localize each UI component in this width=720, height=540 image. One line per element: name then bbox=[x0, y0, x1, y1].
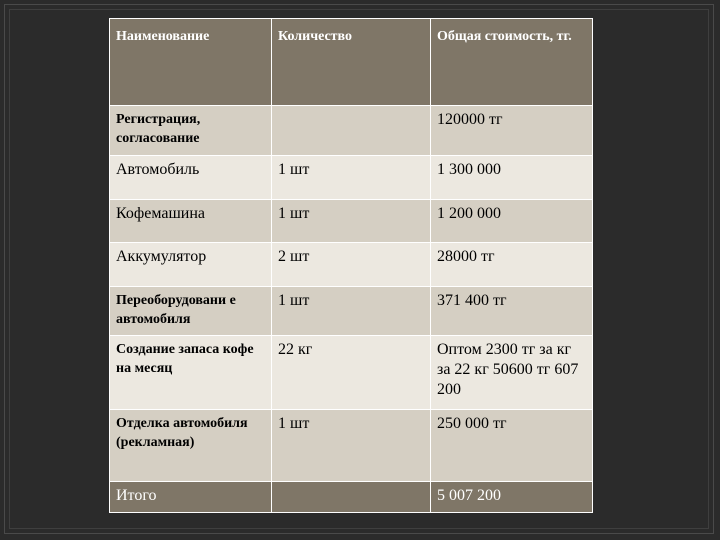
table-row bbox=[110, 287, 593, 336]
total-label: Итого bbox=[110, 482, 272, 513]
row-cost: 1 200 000 bbox=[431, 200, 593, 243]
total-qty bbox=[272, 482, 431, 513]
table-row bbox=[110, 200, 593, 243]
table-row bbox=[110, 106, 593, 156]
row-cost: 371 400 тг bbox=[431, 287, 593, 336]
row-name: Отделка автомобиля (рекламная) bbox=[110, 410, 272, 482]
table-row bbox=[110, 243, 593, 287]
total-cost: 5 007 200 bbox=[431, 482, 593, 513]
row-qty bbox=[272, 106, 431, 156]
row-qty: 1 шт bbox=[272, 156, 431, 200]
row-name: Кофемашина bbox=[110, 200, 272, 243]
table-row bbox=[110, 410, 593, 482]
table-header-row bbox=[110, 19, 593, 106]
row-name: Регистрация, согласование bbox=[110, 106, 272, 156]
table-row bbox=[110, 156, 593, 200]
row-qty: 2 шт bbox=[272, 243, 431, 287]
table-row bbox=[110, 336, 593, 410]
row-name: Автомобиль bbox=[110, 156, 272, 200]
header-cost: Общая стоимость, тг. bbox=[431, 19, 593, 106]
row-name: Аккумулятор bbox=[110, 243, 272, 287]
table-total-row bbox=[110, 482, 593, 513]
row-qty: 1 шт bbox=[272, 410, 431, 482]
row-qty: 1 шт bbox=[272, 287, 431, 336]
row-qty: 1 шт bbox=[272, 200, 431, 243]
row-name: Переоборудовани е автомобиля bbox=[110, 287, 272, 336]
row-cost: 28000 тг bbox=[431, 243, 593, 287]
header-name: Наименование bbox=[110, 19, 272, 106]
row-cost: 120000 тг bbox=[431, 106, 593, 156]
row-cost: Оптом 2300 тг за кг за 22 кг 50600 тг 607 200 bbox=[431, 336, 593, 410]
cost-table bbox=[109, 18, 593, 513]
header-quantity: Количество bbox=[272, 19, 431, 106]
row-cost: 250 000 тг bbox=[431, 410, 593, 482]
row-name: Создание запаса кофе на месяц bbox=[110, 336, 272, 410]
row-qty: 22 кг bbox=[272, 336, 431, 410]
row-cost: 1 300 000 bbox=[431, 156, 593, 200]
